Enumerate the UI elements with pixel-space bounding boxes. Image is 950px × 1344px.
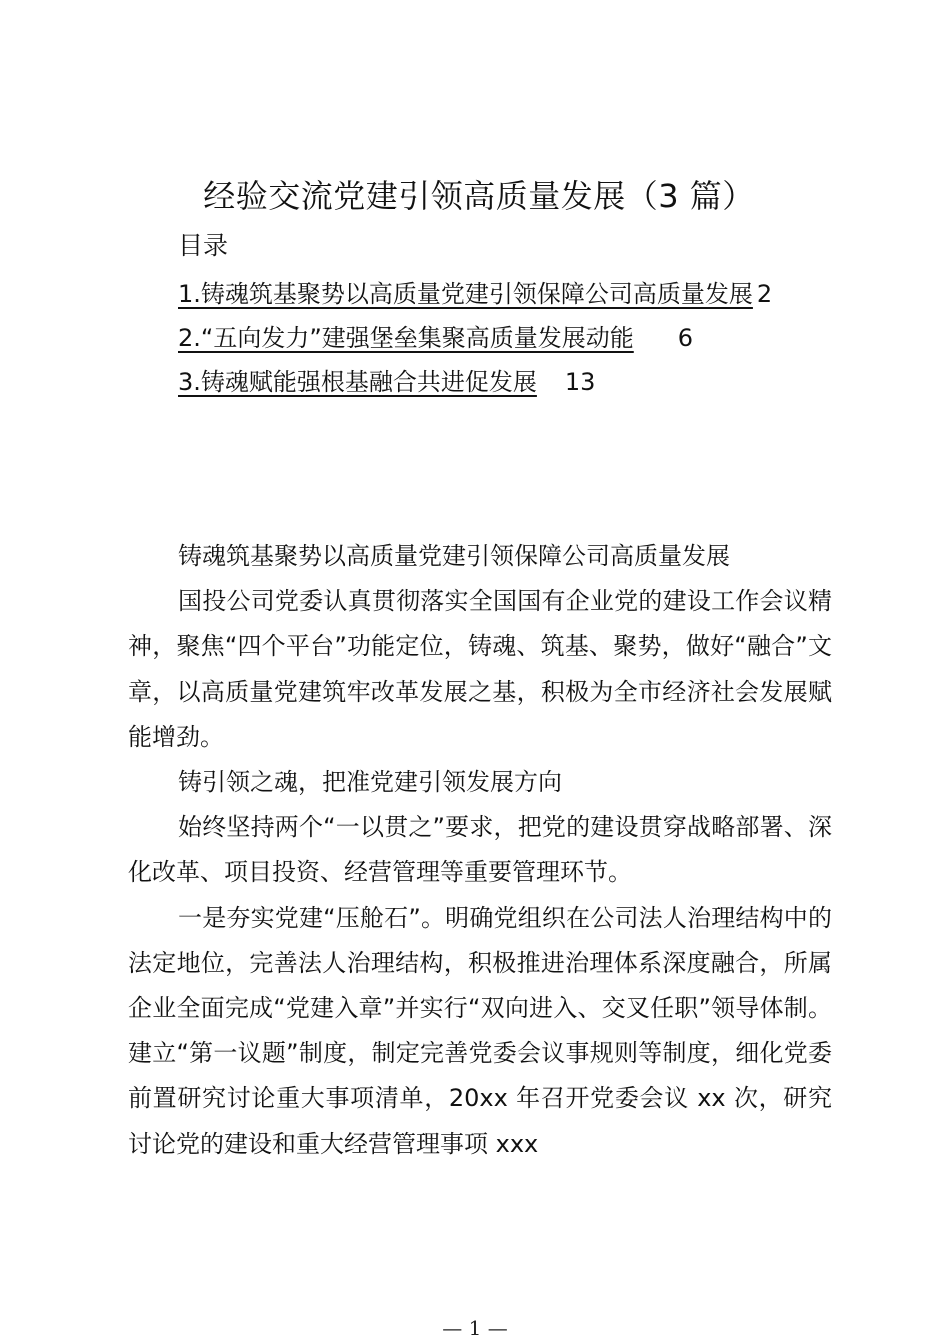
toc-link-1[interactable] [178,272,772,316]
toc-link-2[interactable] [178,316,772,360]
page-number-footer: — 1 — [442,1316,508,1340]
section-heading: 铸魂筑基聚势以高质量党建引领保障公司高质量发展 [178,542,730,570]
document-body [128,534,832,1167]
toc-link-3-text: 3.铸魂赋能强根基融合共进促发展 [178,368,537,396]
subsection-heading: 铸引领之魂，把准党建引领发展方向 [178,768,562,797]
toc-link-1-text: 1.铸魂筑基聚势以高质量党建引领保障公司高质量发展 [178,280,753,308]
toc-link-3[interactable] [178,360,772,404]
toc-heading: 目录 [178,231,229,260]
toc-link-2-text: 2.“五向发力”建强堡垒集聚高质量发展动能 [178,324,634,352]
body-paragraph: 国投公司党委认真贯彻落实全国国有企业党的建设工作会议精神，聚焦“四个平台”功能定位，铸魂、筑基、聚势，做好“融合”文章，以高质量党建筑牢改革发展之基，积极为全市经济社会发展赋能增劲。 [128,587,832,751]
toc-link-3-page: 13 [564,368,596,396]
body-paragraph: 一是夯实党建“压舱石”。明确党组织在公司法人治理结构中的法定地位，完善法人治理结构，积极推进治理体系深度融合，所属企业全面完成“党建入章”并实行“双向进入、交叉任职”领导体制。建立“第一议题”制度，制定完善党委会议事规则等制度，细化党委前置研究讨论重大事项清单，20xx 年召开党委会议 xx 次，研究讨论党的建设和重大经营管理事项 xxx [128,903,832,1158]
table-of-contents [178,272,772,404]
toc-link-1-page: 2 [756,280,773,308]
toc-link-2-page: 6 [677,324,694,352]
body-paragraph: 始终坚持两个“一以贯之”要求，把党的建设贯穿战略部署、深化改革、项目投资、经营管理等重要管理环节。 [128,813,832,887]
document-title: 经验交流党建引领高质量发展（3 篇） [203,177,755,215]
